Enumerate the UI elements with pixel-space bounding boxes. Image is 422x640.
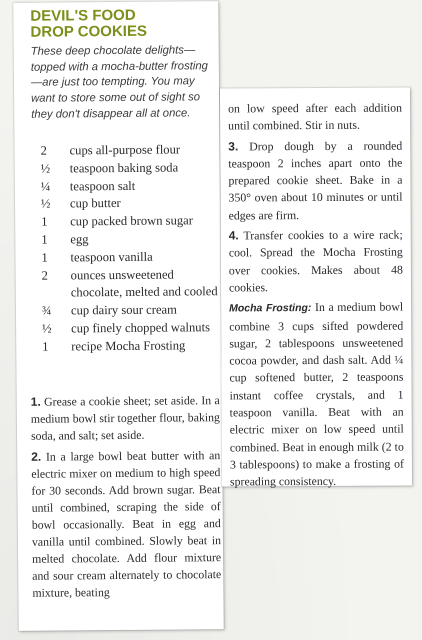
ingredient-text: teaspoon baking soda xyxy=(69,160,179,176)
ingredient-row xyxy=(41,194,221,213)
ingredient-text: ounces unsweetened chocolate, melted and cooled xyxy=(70,267,218,300)
ingredient-quantity: 1 xyxy=(41,214,48,229)
ingredient-quantity: 1 xyxy=(41,250,48,265)
ingredient-text: teaspoon vanilla xyxy=(70,249,153,265)
step-number: 2. xyxy=(31,449,42,464)
frosting-text: In a medium bowl combine 3 cups sifted powdered sugar, 2 tablespoons unsweetened cocoa powder, and dash salt. Add ¼ cup softened butter, 2 teaspoons instant coffee crystals, and 1 teaspoon vanilla. Beat with an electric mixer on low speed until combined. Beat in enough milk (2 to 3 tablespoons) to make a frosting of spreading consistency. xyxy=(229,299,404,489)
recipe-clipping-right xyxy=(220,88,412,487)
ingredient-text: recipe Mocha Frosting xyxy=(71,338,186,354)
ingredient-row xyxy=(41,230,221,249)
ingredient-quantity: 1 xyxy=(42,339,49,354)
steps-left xyxy=(31,392,222,606)
ingredient-text: cup butter xyxy=(69,196,121,211)
ingredient-row xyxy=(41,212,221,231)
ingredient-quantity: 2 xyxy=(40,143,47,158)
ingredient-row xyxy=(40,141,220,160)
ingredient-quantity: ½ xyxy=(42,321,52,336)
ingredient-text: cup finely chopped walnuts xyxy=(71,320,211,336)
step-1 xyxy=(31,392,220,445)
frosting-label: Mocha Frosting: xyxy=(229,302,312,315)
ingredient-row xyxy=(42,301,222,320)
mocha-frosting xyxy=(229,299,404,491)
title-line-1: DEVIL'S FOOD xyxy=(30,6,136,25)
ingredient-quantity: ½ xyxy=(40,196,51,212)
step-3 xyxy=(228,137,402,224)
step-number: 4. xyxy=(228,228,239,243)
ingredient-row xyxy=(41,159,221,178)
step-text: In a large bowl beat butter with an electric mixer on medium to high speed for 30 seconds. Add brown sugar. Beat until combined, scraping the side of bowl occasionally. Beat in egg and vanilla until combined. Slowly beat in melted chocolate. Add flour mixture and sour cream alternately to chocolate mixture, beating xyxy=(31,448,222,600)
ingredient-quantity: 2 xyxy=(41,268,48,283)
ingredient-quantity: ½ xyxy=(40,161,51,176)
step-number: 3. xyxy=(228,138,239,154)
title-line-2: DROP COOKIES xyxy=(30,22,148,41)
recipe-intro: These deep chocolate delights—topped with a mocha-butter frosting—are just too tempting. You may want to store some out of sight so they don't disappear all at once. xyxy=(30,44,208,121)
step-2-continued: on low speed after each addition until combined. Stir in nuts. xyxy=(228,100,403,133)
step-text: Transfer cookies to a wire rack; cool. Spread the Mocha Frosting over cookies. Makes about 48 cookies. xyxy=(228,227,403,295)
ingredient-row xyxy=(41,177,221,196)
recipe-clipping-left xyxy=(13,1,223,631)
ingredient-text: egg xyxy=(70,232,89,247)
ingredient-row xyxy=(42,337,222,356)
ingredient-quantity: ¾ xyxy=(41,303,52,318)
ingredient-quantity: 1 xyxy=(41,232,48,247)
ingredient-quantity: ¼ xyxy=(40,179,51,194)
step-4 xyxy=(229,227,403,297)
ingredient-text: teaspoon salt xyxy=(69,178,136,194)
ingredient-row xyxy=(41,248,221,267)
ingredient-list xyxy=(40,141,222,356)
ingredient-text: cup dairy sour cream xyxy=(70,302,177,318)
ingredient-text: cups all-purpose flour xyxy=(69,142,181,158)
step-number: 1. xyxy=(30,394,41,409)
step-2 xyxy=(31,447,221,602)
ingredient-row xyxy=(42,319,222,338)
recipe-title xyxy=(30,7,210,41)
steps-right xyxy=(228,100,404,494)
step-text: Grease a cookie sheet; set aside. In a medium bowl stir together flour, baking soda, and salt; set aside. xyxy=(30,393,220,443)
ingredient-row xyxy=(42,266,222,303)
step-text: Drop dough by a rounded teaspoon 2 inches apart onto the prepared cookie sheet. Bake in a 350° oven about 10 minutes or until edges are firm. xyxy=(228,138,403,223)
ingredient-text: cup packed brown sugar xyxy=(70,213,193,229)
